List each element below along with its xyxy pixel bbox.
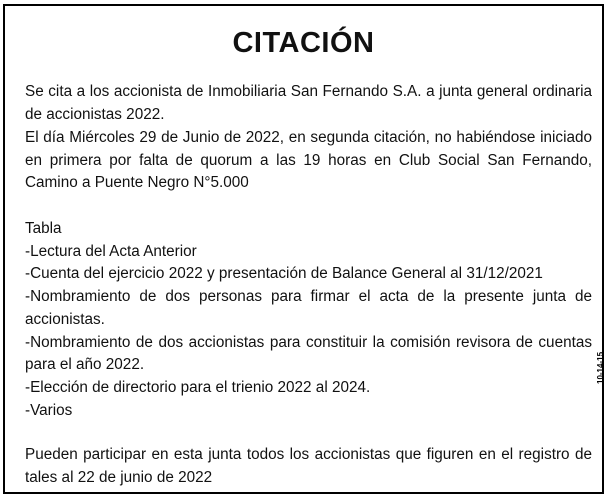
agenda-item: -Nombramiento de dos accionistas para constituir la comisión revisora de cuentas para el año 2022. <box>25 333 592 374</box>
date-location-paragraph: El día Miércoles 29 de Junio de 2022, en segunda citación, no habiéndose iniciado en primera por falta de quorum a las 19 horas en Club Social San Fernando, Camino a Puente Negro N°5.000 <box>25 129 592 192</box>
agenda-item: -Lectura del Acta Anterior <box>25 242 197 260</box>
closing-paragraph: Pueden participar en esta junta todos los accionistas que figuren en el registro de tales al 22 de junio de 2022 <box>25 446 592 486</box>
agenda-item: -Varios <box>25 401 73 419</box>
agenda-item: -Cuenta del ejercicio 2022 y presentación de Balance General al 31/12/2021 <box>25 265 543 283</box>
notice-box <box>3 4 604 494</box>
side-code-label: 10-14-15 <box>596 351 605 384</box>
agenda-heading: Tabla <box>25 220 62 237</box>
agenda-list <box>25 241 592 423</box>
intro-paragraph: Se cita a los accionista de Inmobiliaria San Fernando S.A. a junta general ordinaria de accionistas 2022. <box>25 83 592 123</box>
agenda-item: -Nombramiento de dos personas para firmar el acta de la presente junta de accionistas. <box>25 288 592 328</box>
notice-title: CITACIÓN <box>232 27 375 59</box>
agenda-item: -Elección de directorio para el trienio 2022 al 2024. <box>25 378 371 396</box>
agenda-section <box>25 218 592 422</box>
